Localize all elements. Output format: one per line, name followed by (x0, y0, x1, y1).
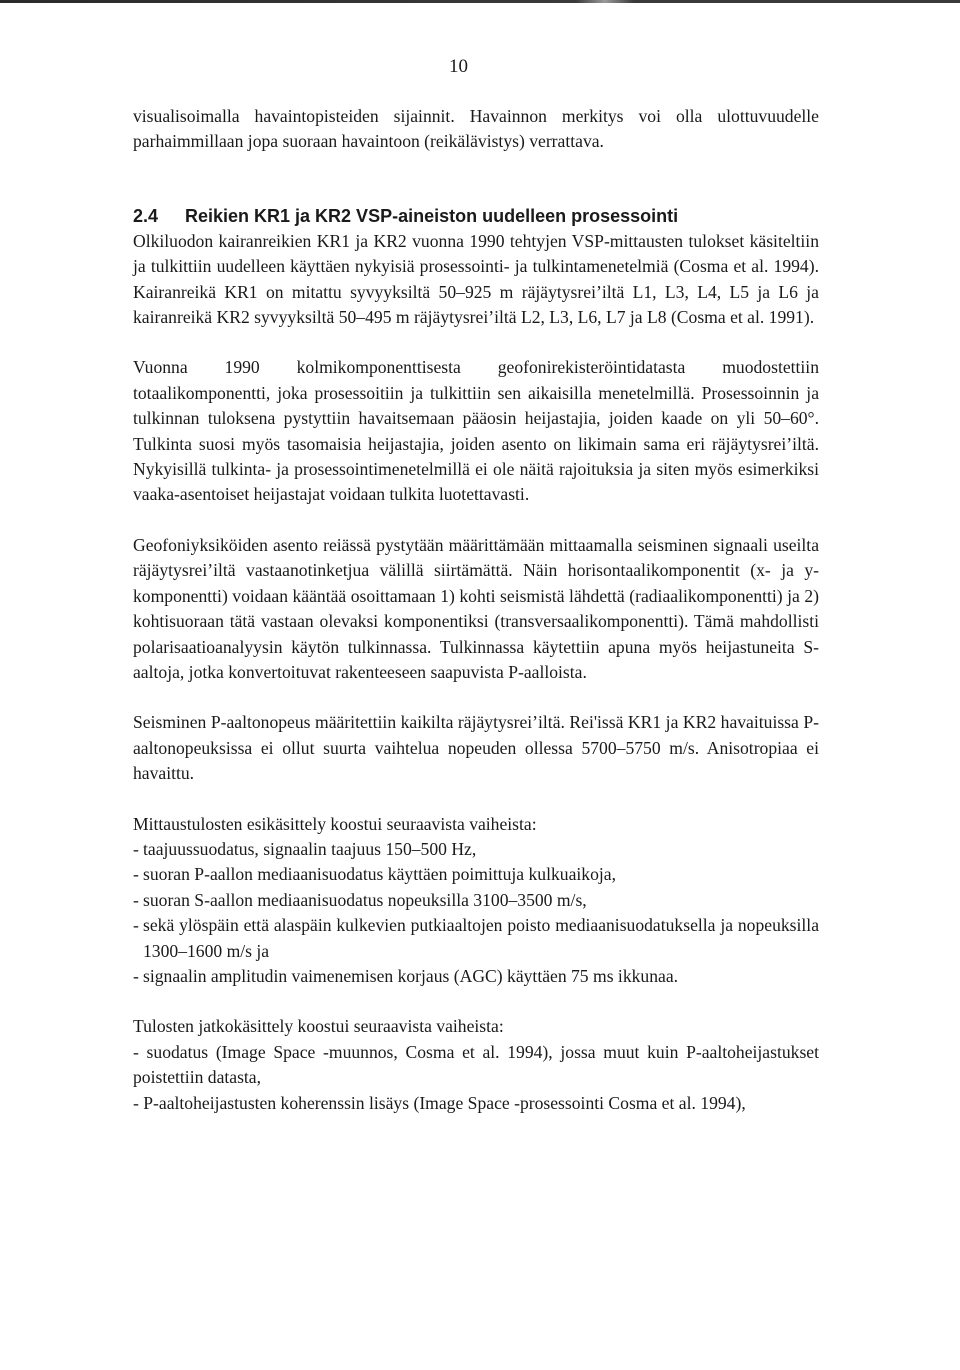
list-item: - suoran S-aallon mediaanisuodatus nopeuksilla 3100–3500 m/s, (133, 888, 819, 913)
further-processing-list (133, 1040, 819, 1116)
scan-top-edge (0, 0, 960, 3)
section-number: 2.4 (133, 205, 159, 226)
list-item: - suodatus (Image Space -muunnos, Cosma et al. 1994), jossa muut kuin P-aaltoheijastukset poistettiin datasta, (133, 1041, 819, 1088)
paragraph-2: Vuonna 1990 kolmikomponenttisesta geofonirekisteröintidatasta muodostettiin totaalikomponentti, joka prosessoitiin ja tulkittiin sen aikaisilla menetelmillä. Prosessoinnin ja tulkinnan tuloksena pystyttiin havaitsemaan pääosin heijastajia, joiden kaade on yli 50–60°. Tulkinta suosi myös tasomaisia heijastajia, joiden asento on likimain sama eri räjäytysrei’iltä. Nykyisillä tulkinta- ja prosessointimenetelmillä ei ole näitä rajoituksia ja siten myös esimerkiksi vaaka-asentoiset heijastajat voidaan tulkita luotettavasti. (133, 357, 819, 505)
section-title: Reikien KR1 ja KR2 VSP-aineiston uudelleen prosessointi (185, 205, 679, 226)
intro-paragraph: visualisoimalla havaintopisteiden sijainnit. Havainnon merkitys voi olla ulottuvuudelle parhaimmillaan jopa suoraan havaintoon (reikälävistys) verrattava. (133, 106, 819, 152)
paragraph-3: Geofoniyksiköiden asento reiässä pystytään määrittämään mittaamalla seisminen signaali useilta räjäytysrei’iltä vastaanotinketjua välillä siirtämättä. Näin horisontaalikomponentit (x- ja y-komponentti) voidaan kääntää osoittamaan 1) kohti seismistä lähdettä (radiaalikomponentti) ja 2) kohtisuoraan tätä vastaan olevaksi komponentiksi (transversaalikomponentti). Tämä mahdollisti polarisaatioanalyysin käytön tulkinnassa. Tulkinnassa käytettiin apuna myös heijastuneita S-aaltoja, jotka konvertoituvat rakenteeseen saapuvista P-aalloista. (133, 534, 819, 682)
paragraph-1: Olkiluodon kairanreikien KR1 ja KR2 vuonna 1990 tehtyjen VSP-mittausten tulokset käsiteltiin ja tulkittiin uudelleen käyttäen nykyisiä prosessointi- ja tulkintamenetelmiä (Cosma et al. 1994). Kairanreikä KR1 on mitattu syvyyksiltä 50–925 m räjäytysrei’iltä L1, L3, L4, L5 ja L6 ja kairanreikä KR2 syvyyksiltä 50–495 m räjäytysrei’iltä L2, L3, L6, L7 ja L8 (Cosma et al. 1991). (133, 230, 819, 328)
list-item: - P-aaltoheijastusten koherenssin lisäys (Image Space -prosessointi Cosma et al. 1994), (133, 1092, 746, 1113)
preprocessing-intro: Mittaustulosten esikäsittely koostui seuraavista vaiheista: (133, 813, 537, 834)
paragraph-4: Seisminen P-aaltonopeus määritettiin kaikilta räjäytysrei’iltä. Rei'issä KR1 ja KR2 havaituissa P-aaltonopeuksissa ei ollut suurta vaihtelua nopeuden ollessa 5700–5750 m/s. Anisotropiaa ei havaittu. (133, 712, 819, 784)
list-item: - sekä ylöspäin että alaspäin kulkevien putkiaaltojen poisto mediaanisuodatuksella ja nopeuksilla 1300–1600 m/s ja (133, 913, 819, 964)
list-item: - signaalin amplitudin vaimenemisen korjaus (AGC) käyttäen 75 ms ikkunaa. (133, 964, 819, 989)
page-number: 10 (449, 56, 468, 77)
list-item: - taajuussuodatus, signaalin taajuus 150–500 Hz, (133, 837, 819, 862)
further-processing-intro: Tulosten jatkokäsittely koostui seuraavista vaiheista: (133, 1016, 504, 1037)
document-body (133, 104, 819, 1116)
section-heading (133, 203, 819, 229)
list-item: - suoran P-aallon mediaanisuodatus käyttäen poimittuja kulkuaikoja, (133, 862, 819, 887)
preprocessing-list (133, 837, 819, 989)
